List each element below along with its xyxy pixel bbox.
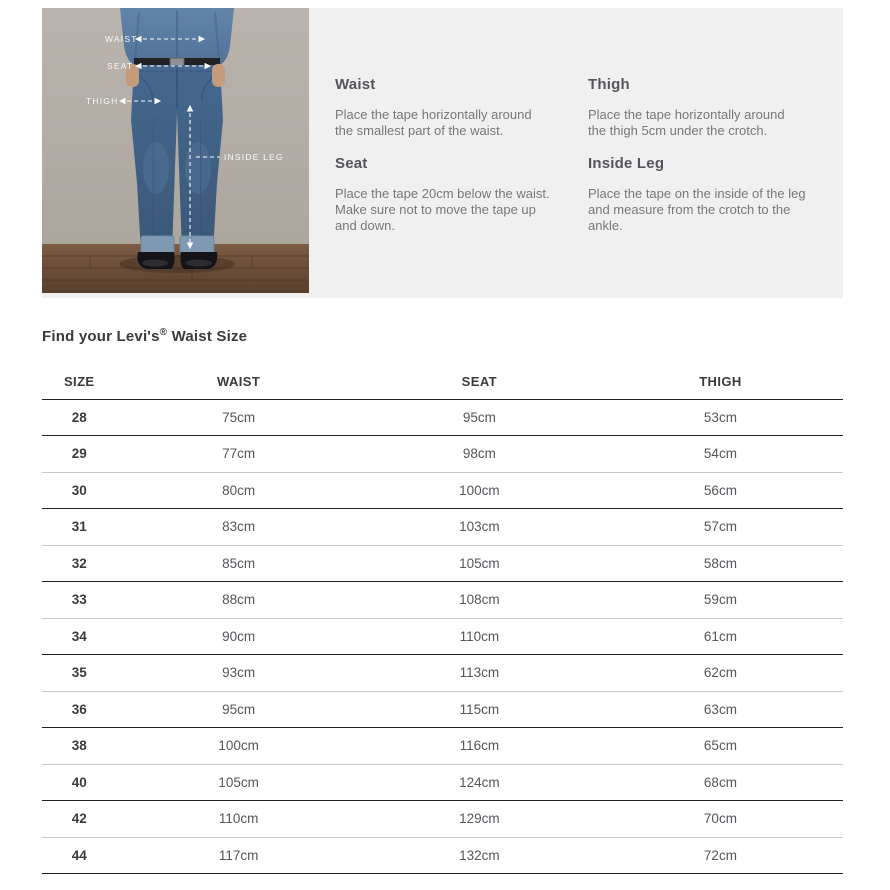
waist-cell: 77cm: [222, 446, 256, 462]
waist-cell: 75cm: [222, 409, 256, 425]
table-row: [42, 582, 843, 619]
seat-cell: 116cm: [459, 738, 500, 754]
seat-cell: 113cm: [459, 665, 500, 681]
instruction-seat: [335, 155, 553, 234]
waist-cell: 105cm: [218, 774, 259, 790]
thigh-cell: 61cm: [703, 628, 737, 644]
size-cell: 29: [71, 446, 87, 462]
size-cell: 35: [71, 665, 87, 681]
thigh-cell: 70cm: [703, 811, 737, 827]
size-table-body: [42, 399, 843, 874]
size-cell: 40: [71, 774, 87, 790]
waist-cell: 100cm: [218, 738, 259, 754]
seat-cell: 100cm: [459, 482, 500, 498]
col-header-seat: SEAT: [461, 373, 497, 389]
thigh-photo-label: THIGH: [86, 96, 119, 106]
seat-cell: 129cm: [459, 811, 500, 827]
seat-cell: 103cm: [459, 519, 500, 535]
table-row: [42, 509, 843, 546]
instruction-text: Place the tape horizontally around the thigh 5cm under the crotch.: [588, 107, 785, 138]
size-cell: 32: [71, 555, 87, 571]
inside-leg-photo-label: INSIDE LEG: [224, 152, 284, 162]
thigh-cell: 59cm: [703, 592, 737, 608]
table-row: [42, 436, 843, 473]
seat-cell: 110cm: [459, 628, 500, 644]
table-row: [42, 764, 843, 801]
seat-cell: 105cm: [459, 555, 500, 571]
size-cell: 38: [71, 738, 87, 754]
size-table-title: [42, 327, 843, 345]
table-row: [42, 618, 843, 655]
instruction-title: Waist: [335, 76, 376, 93]
size-cell: 36: [71, 701, 87, 717]
size-cell: 28: [71, 409, 87, 425]
title-suffix: Waist Size: [167, 328, 248, 345]
size-cell: 30: [71, 482, 87, 498]
instruction-waist: [335, 76, 553, 139]
table-row: [42, 545, 843, 582]
col-header-waist: WAIST: [217, 373, 261, 389]
instruction-title: Thigh: [588, 76, 630, 93]
instruction-title: Inside Leg: [588, 155, 665, 172]
header-row: [42, 364, 843, 399]
seat-cell: 132cm: [459, 847, 500, 863]
instruction-title: Seat: [335, 155, 368, 172]
thigh-cell: 53cm: [703, 409, 737, 425]
thigh-cell: 68cm: [703, 774, 737, 790]
seat-cell: 98cm: [462, 446, 496, 462]
waist-cell: 110cm: [218, 811, 259, 827]
size-table-header: [42, 364, 843, 399]
waist-cell: 90cm: [222, 628, 256, 644]
table-row: [42, 472, 843, 509]
waist-cell: 85cm: [222, 555, 256, 571]
instruction-inside-leg: [588, 155, 806, 234]
seat-cell: 124cm: [459, 774, 500, 790]
seat-cell: 115cm: [459, 701, 500, 717]
thigh-cell: 54cm: [703, 446, 737, 462]
measurement-guide-section: [42, 8, 843, 298]
waist-cell: 88cm: [222, 592, 256, 608]
table-row: [42, 801, 843, 838]
col-header-size: SIZE: [63, 373, 95, 389]
instruction-thigh: [588, 76, 806, 139]
size-cell: 31: [71, 519, 87, 535]
measurement-instructions: [309, 8, 806, 234]
instruction-text: Place the tape on the inside of the leg and measure from the crotch to the ankle.: [588, 186, 806, 233]
size-cell: 42: [71, 811, 87, 827]
thigh-cell: 62cm: [703, 665, 737, 681]
waist-cell: 80cm: [222, 482, 256, 498]
seat-cell: 95cm: [462, 409, 496, 425]
size-cell: 44: [71, 847, 87, 863]
seat-cell: 108cm: [459, 592, 500, 608]
table-row: [42, 691, 843, 728]
waist-cell: 83cm: [222, 519, 256, 535]
thigh-cell: 65cm: [703, 738, 737, 754]
registered-mark: ®: [159, 327, 168, 338]
thigh-cell: 58cm: [703, 555, 737, 571]
waist-photo-label: WAIST: [105, 34, 138, 44]
thigh-cell: 63cm: [703, 701, 737, 717]
size-table: [42, 364, 843, 874]
instruction-column-right: [588, 76, 806, 234]
instruction-text: Place the tape horizontally around the smallest part of the waist.: [335, 107, 532, 138]
table-row: [42, 655, 843, 692]
table-row: [42, 728, 843, 765]
size-cell: 33: [71, 592, 87, 608]
instruction-text: Place the tape 20cm below the waist. Make sure not to move the tape up and down.: [335, 186, 550, 233]
title-prefix: Find your Levi's: [42, 328, 160, 345]
col-header-thigh: THIGH: [699, 373, 742, 389]
size-cell: 34: [71, 628, 87, 644]
jeans-measurement-photo: [42, 8, 309, 293]
table-row: [42, 399, 843, 436]
thigh-cell: 57cm: [703, 519, 737, 535]
thigh-cell: 72cm: [703, 847, 737, 863]
table-row: [42, 837, 843, 874]
seat-photo-label: SEAT: [107, 61, 134, 71]
thigh-cell: 56cm: [703, 482, 737, 498]
instruction-column-left: [335, 76, 553, 234]
waist-cell: 93cm: [222, 665, 256, 681]
waist-cell: 95cm: [222, 701, 256, 717]
waist-cell: 117cm: [218, 847, 259, 863]
